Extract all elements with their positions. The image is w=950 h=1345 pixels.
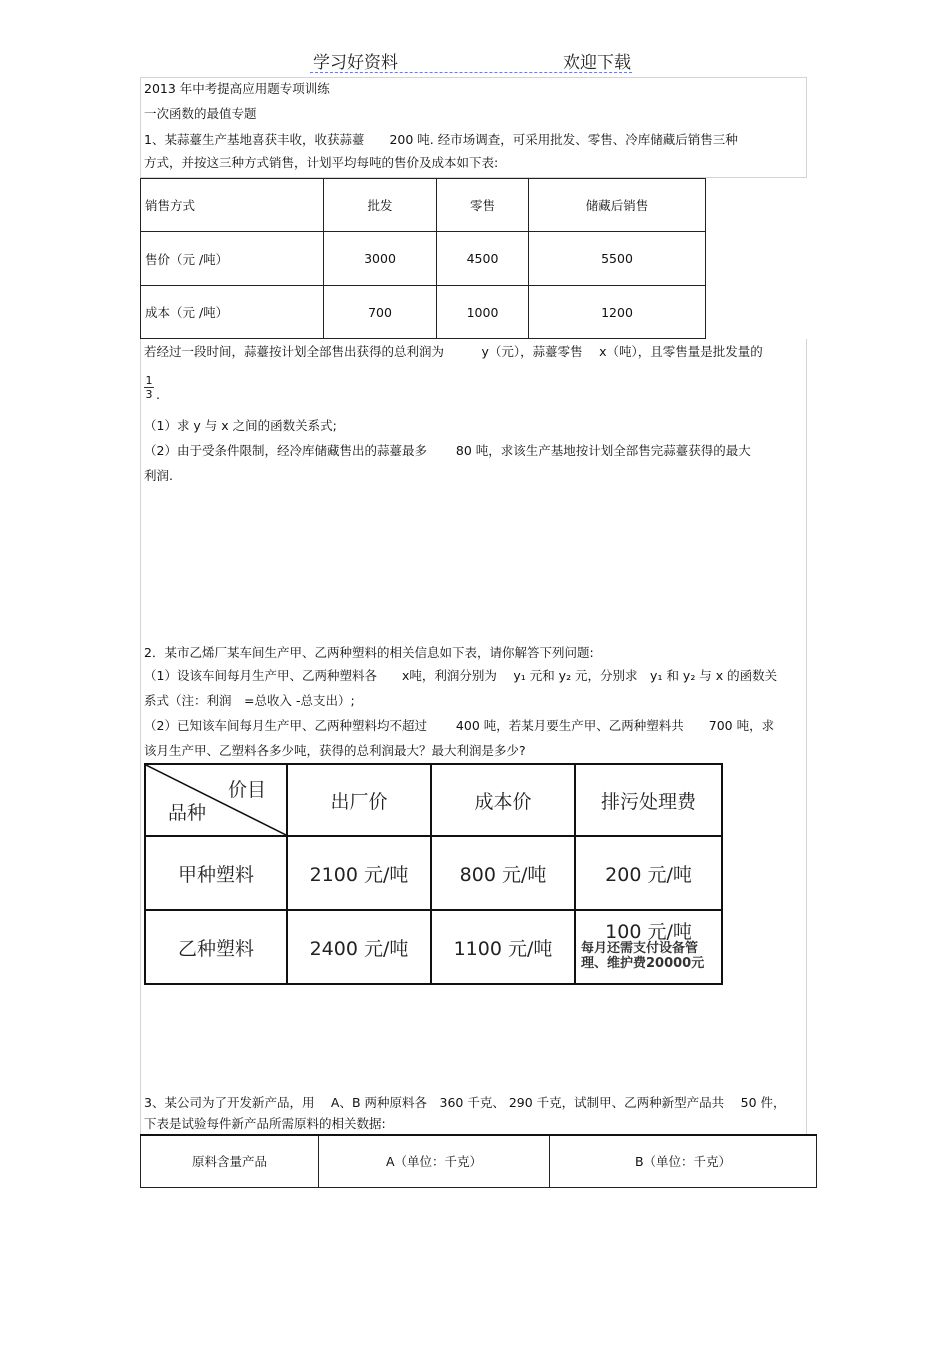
q1-sub2-cont: 利润. <box>144 468 173 483</box>
header-left: 学习好资料 <box>313 53 398 73</box>
q1-table-cell: 1000 <box>437 286 529 339</box>
q1-table-cell: 售价（元 /吨） <box>141 232 324 286</box>
q1-after-text: 若经过一段时间，蒜薹按计划全部售出获得的总利润为 y（元），蒜薹零售 x（吨），且零售量是批发量的 <box>144 344 763 359</box>
q1-table-cell: 1200 <box>529 286 706 339</box>
q2-table-header-cell: 排污处理费 <box>575 764 722 836</box>
q1-line2: 方式，并按这三种方式销售，计划平均每吨的售价及成本如下表: <box>144 155 499 170</box>
q2-table-header-cell: 出厂价 <box>287 764 431 836</box>
q1-table-header-cell: 零售 <box>437 179 529 232</box>
corner-bottom-label: 品种 <box>168 802 207 824</box>
q2-line3: 系式（注：利润 =总收入 -总支出）; <box>144 693 355 708</box>
q1-table-header-cell: 储藏后销售 <box>529 179 706 232</box>
q2-line1: 2．某市乙烯厂某车间生产甲、乙两种塑料的相关信息如下表，请你解答下列问题: <box>144 645 594 660</box>
corner-top-label: 价目 <box>227 779 266 801</box>
q1-table-cell: 3000 <box>324 232 437 286</box>
q1-sub1: （1）求 y 与 x 之间的函数关系式; <box>144 418 337 433</box>
q2-line2: （1）设该车间每月生产甲、乙两种塑料各 x吨，利润分别为 y₁ 元和 y₂ 元，分别求 y₁ 和 y₂ 与 x 的函数关 <box>144 668 778 683</box>
q3-table-header-cell: A（单位：千克） <box>319 1135 550 1187</box>
fraction-numerator: 1 <box>145 374 153 387</box>
q1-table-cell: 4500 <box>437 232 529 286</box>
q1-table-cell: 5500 <box>529 232 706 286</box>
q1-sub2: （2）由于受条件限制，经冷库储藏售出的蒜薹最多 80 吨，求该生产基地按计划全部售完蒜薹获得的最大 <box>144 443 751 458</box>
q2-row-cost: 1100 元/吨 <box>431 910 575 984</box>
q2-row-fee-note: 每月还需支付设备管理、维护费20000元 <box>581 941 705 971</box>
q1-line1: 1、某蒜薹生产基地喜获丰收，收获蒜薹 200 吨. 经市场调查，可采用批发、零售、冷库储藏后销售三种 <box>144 132 738 147</box>
q3-table-header-cell: B（单位：千克） <box>550 1135 817 1187</box>
q1-table-cell: 成本（元 /吨） <box>141 286 324 339</box>
q2-row-cost: 800 元/吨 <box>431 836 575 910</box>
q2-row-fee-cell <box>575 910 722 984</box>
intro-subtitle: 一次函数的最值专题 <box>144 106 257 121</box>
q2-table-header-cell: 成本价 <box>431 764 575 836</box>
q2-line5: 该月生产甲、乙塑料各多少吨，获得的总利润最大？最大利润是多少? <box>144 743 526 758</box>
q1-fraction <box>144 374 154 401</box>
page-border-right <box>806 77 807 177</box>
q2-table-corner <box>145 764 287 836</box>
q2-row-fee: 100 元/吨 <box>605 921 692 943</box>
fraction-denominator: 3 <box>145 388 153 401</box>
q3-line2: 下表是试验每件新产品所需原料的相关数据: <box>144 1116 386 1131</box>
q1-table-header-cell: 批发 <box>324 179 437 232</box>
q1-table-cell: 700 <box>324 286 437 339</box>
q2-row-name: 甲种塑料 <box>145 836 287 910</box>
q2-row-price: 2400 元/吨 <box>287 910 431 984</box>
q2-row-name: 乙种塑料 <box>145 910 287 984</box>
q3-table-header-cell: 原料含量产品 <box>141 1135 319 1187</box>
q1-fraction-period: . <box>156 387 160 402</box>
page-border-right-2 <box>806 339 807 1134</box>
q2-line4: （2）已知该车间每月生产甲、乙两种塑料均不超过 400 吨，若某月要生产甲、乙两种塑料共 700 吨，求 <box>144 718 775 733</box>
intro-title: 2013 年中考提高应用题专项训练 <box>144 81 330 96</box>
q2-table <box>144 763 723 985</box>
q3-table <box>140 1134 817 1188</box>
q2-row-fee: 200 元/吨 <box>575 836 722 910</box>
q3-line1: 3、某公司为了开发新产品，用 A、B 两种原料各 360 千克、 290 千克，试制甲、乙两种新型产品共 50 件， <box>144 1095 786 1110</box>
q1-table <box>140 178 706 339</box>
q1-table-header-cell: 销售方式 <box>141 179 324 232</box>
header-right: 欢迎下载 <box>563 53 631 73</box>
header-rule <box>310 72 632 73</box>
page-border-top <box>140 77 807 78</box>
q2-row-price: 2100 元/吨 <box>287 836 431 910</box>
